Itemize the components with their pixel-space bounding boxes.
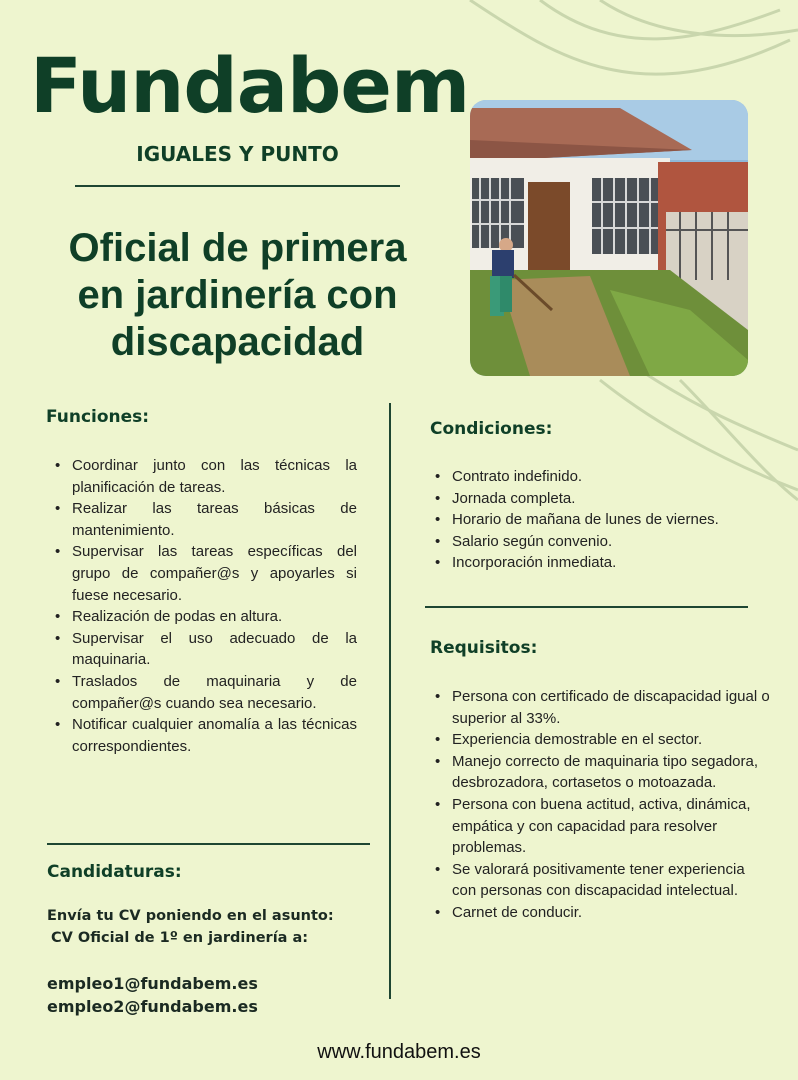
list-item: • Traslados de maquinaria y de compañer@s cuando sea necesario.: [52, 671, 357, 714]
funciones-heading: Funciones:: [46, 407, 150, 427]
divider-funciones: [47, 843, 370, 845]
email-link-2[interactable]: empleo2@fundabem.es: [47, 997, 258, 1016]
list-item: • Experiencia demostrable en el sector.: [432, 729, 772, 751]
website-link[interactable]: www.fundabem.es: [317, 1041, 481, 1063]
list-item: • Persona con certificado de discapacidad igual o superior al 33%.: [432, 686, 772, 729]
list-item: • Persona con buena actitud, activa, dinámica, empática y con capacidad para resolver problemas.: [432, 794, 772, 859]
candidaturas-heading: Candidaturas:: [47, 862, 182, 882]
list-item: • Realización de podas en altura.: [52, 606, 357, 628]
requisitos-list: [432, 686, 772, 924]
job-title-line: Oficial de primera: [68, 226, 407, 270]
list-item: • Jornada completa.: [432, 488, 762, 510]
condiciones-list: [432, 466, 762, 574]
divider-condiciones: [425, 606, 748, 608]
brand-logo: Fundabem: [30, 41, 470, 130]
garden-worker-photo: [470, 100, 748, 376]
list-item: • Salario según convenio.: [432, 531, 762, 553]
list-item: • Carnet de conducir.: [432, 902, 772, 924]
email-link-1[interactable]: empleo1@fundabem.es: [47, 974, 258, 993]
list-item: • Supervisar el uso adecuado de la maquinaria.: [52, 628, 357, 671]
list-item: • Coordinar junto con las técnicas la planificación de tareas.: [52, 455, 357, 498]
job-title: [30, 225, 445, 366]
condiciones-heading: Condiciones:: [430, 419, 553, 439]
divider-header: [75, 185, 400, 187]
list-item: • Se valorará positivamente tener experiencia con personas con discapacidad intelectual.: [432, 859, 772, 902]
candidaturas-instruction: Envía tu CV poniendo en el asunto:: [47, 908, 334, 924]
column-divider: [389, 403, 391, 999]
funciones-list: [52, 455, 357, 757]
list-item: • Notificar cualquier anomalía a las técnicas correspondientes.: [52, 714, 357, 757]
brand-tagline: IGUALES Y PUNTO: [136, 142, 339, 166]
list-item: • Realizar las tareas básicas de mantenimiento.: [52, 498, 357, 541]
list-item: • Contrato indefinido.: [432, 466, 762, 488]
list-item: • Supervisar las tareas específicas del grupo de compañer@s y apoyarles si fuese necesario.: [52, 541, 357, 606]
job-title-line: en jardinería con: [77, 273, 398, 317]
list-item: • Incorporación inmediata.: [432, 552, 762, 574]
candidaturas-subject: CV Oficial de 1º en jardinería a:: [51, 930, 309, 946]
job-title-line: discapacidad: [110, 320, 365, 364]
requisitos-heading: Requisitos:: [430, 638, 538, 658]
list-item: • Horario de mañana de lunes de viernes.: [432, 509, 762, 531]
list-item: • Manejo correcto de maquinaria tipo segadora, desbrozadora, cortasetos o motoazada.: [432, 751, 772, 794]
